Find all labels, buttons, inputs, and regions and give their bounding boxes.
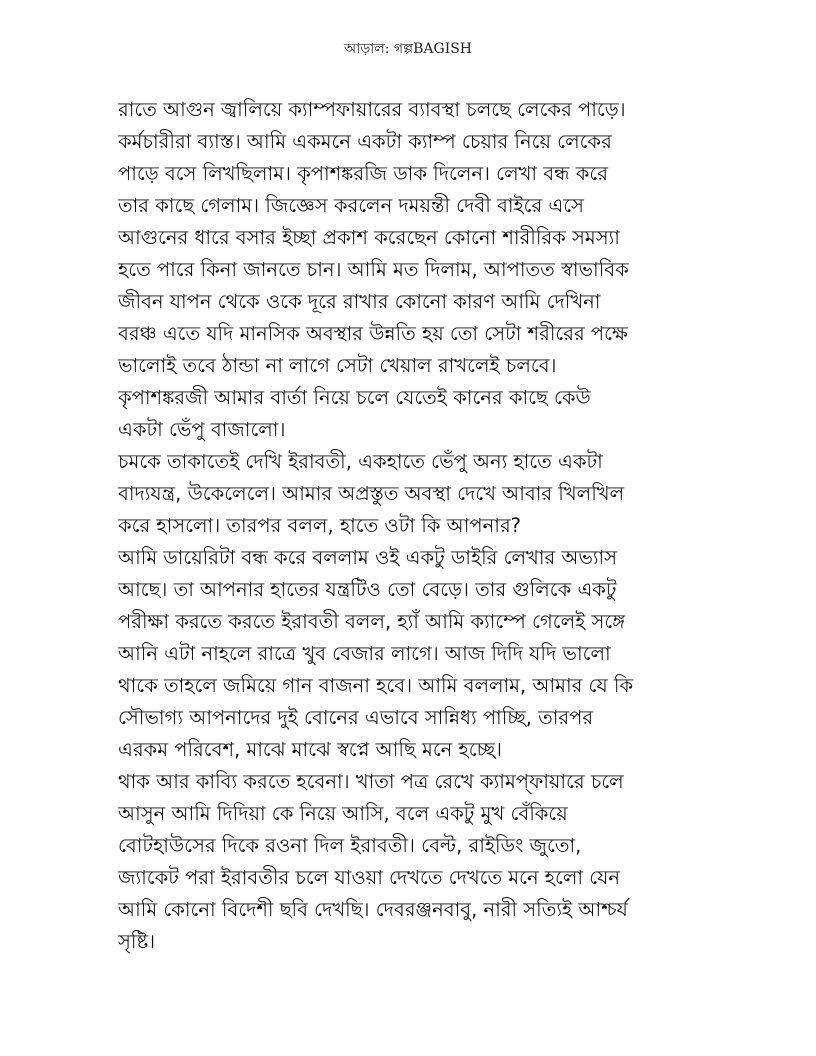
text-line: জীবন যাপন থেকে ওকে দূরে রাখার কোনো কারণ আমি দেখিনা (118, 290, 601, 313)
text-line: এরকম পরিবেশ, মাঝে মাঝে স্বপ্নে আছি মনে হচ্ছে। (118, 738, 503, 761)
text-line: বরঞ্চ এতে যদি মানসিক অবস্থার উন্নতি হয় তো সেটা শরীরের পক্ষে (118, 322, 628, 345)
text-line: একটা ভেঁপু বাজালো। (118, 418, 286, 441)
text-line: আমি কোনো বিদেশী ছবি দেখছি। দেবরঞ্জনবাবু, নারী সত্যিই আশ্চর্য (118, 898, 628, 921)
text-line: জ্যাকেট পরা ইরাবতীর চলে যাওয়া দেখতে দেখতে মনে হলো যেন (118, 866, 621, 889)
text-line: কর্মচারীরা ব্যাস্ত। আমি একমনে একটা ক্যাম্প চেয়ার নিয়ে লেকের (118, 130, 612, 153)
text-line: থাকে তাহলে জমিয়ে গান বাজনা হবে। আমি বললাম, আমার যে কি (118, 674, 634, 697)
text-line: বাদ্যযন্ত্র, উকেলেলে। আমার অপ্রস্তুত অবস্থা দেখে আবার খিলখিল (118, 482, 625, 505)
story-body (118, 94, 708, 958)
text-line: করে হাসলো। তারপর বলল, হাতে ওটা কি আপনার? (118, 514, 522, 537)
text-line: পরীক্ষা করতে করতে ইরাবতী বলল, হ্যাঁ আমি ক্যাম্পে গেলেই সঙ্গে (118, 610, 626, 633)
text-line: আমি ডায়েরিটা বন্ধ করে বললাম ওই একটু ডাইরি লেখার অভ্যাস (118, 546, 618, 569)
text-line: রাতে আগুন জ্বালিয়ে ক্যাম্পফায়ারের ব্যাবস্থা চলছে লেকের পাড়ে। (118, 98, 626, 121)
text-line: ভালোই তবে ঠান্ডা না লাগে সেটা খেয়াল রাখলেই চলবে। (118, 354, 557, 377)
text-line: সৌভাগ্য আপনাদের দুই বোনের এভাবে সান্নিধ্য পাচ্ছি, তারপর (118, 706, 594, 729)
text-line: আসুন আমি দিদিয়া কে নিয়ে আসি, বলে একটু মুখ বেঁকিয়ে (118, 802, 568, 825)
text-line: বোটহাউসের দিকে রওনা দিল ইরাবতী। বেল্ট, রাইডিং জুতো, (118, 834, 582, 857)
page-header: আড়াল: গল্পBAGISH (343, 41, 473, 57)
text-line: আগুনের ধারে বসার ইচ্ছা প্রকাশ করেছেন কোনো শারীরিক সমস্যা (118, 226, 620, 249)
text-line: কৃপাশঙ্করজী আমার বার্তা নিয়ে চলে যেতেই কানের কাছে কেউ (118, 386, 591, 409)
text-line: চমকে তাকাতেই দেখি ইরাবতী, একহাতে ভেঁপু অন্য হাতে একটা (118, 450, 603, 473)
text-line: আনি এটা নাহলে রাত্রে খুব বেজার লাগে। আজ দিদি যদি ভালো (118, 642, 611, 665)
text-line: পাড়ে বসে লিখছিলাম। কৃপাশঙ্করজি ডাক দিলেন। লেখা বন্ধ করে (118, 162, 608, 185)
text-line: আছে। তা আপনার হাতের যন্ত্রটিও তো বেড়ে। তার গুলিকে একটু (118, 578, 617, 601)
text-line: সৃষ্টি। (118, 930, 156, 953)
text-line: হতে পারে কিনা জানতে চান। আমি মত দিলাম, আপাতত স্বাভাবিক (118, 258, 629, 281)
text-line: তার কাছে গেলাম। জিজ্ঞেস করলেন দময়ন্তী দেবী বাইরে এসে (118, 194, 584, 217)
text-line: থাক আর কাব্যি করতে হবেনা। খাতা পত্র রেখে ক্যামপ্ফায়ারে চলে (118, 770, 624, 793)
